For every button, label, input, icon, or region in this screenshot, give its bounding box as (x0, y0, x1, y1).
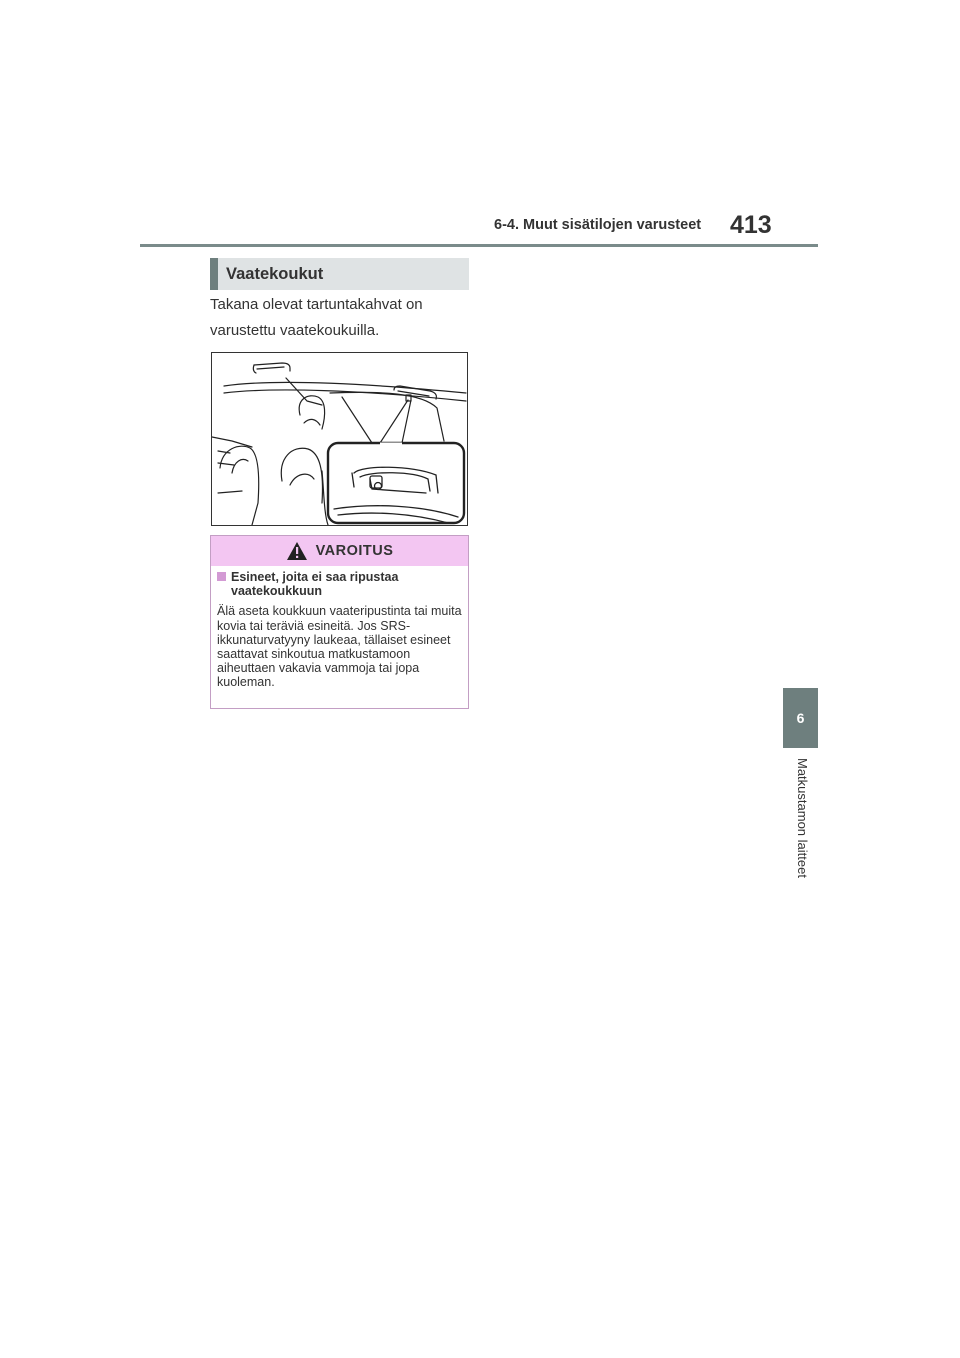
warning-title: VAROITUS (315, 543, 394, 559)
warning-text: Älä aseta koukkuun vaateripustinta tai muita kovia tai teräviä esineitä. Jos SRS-ikkunaturvatyyny laukeaa, tällaiset esineet saattavat sinkoutua matkustamoon aiheuttaen vakavia vammoja tai jopa kuoleman. (217, 604, 462, 690)
section-body-text: Takana olevat tartuntakahvat on varustettu vaatekoukuilla. (210, 296, 423, 339)
section-heading-text: Vaatekoukut (226, 264, 324, 283)
header-divider (140, 244, 818, 247)
section-heading (210, 258, 469, 290)
square-bullet-icon (217, 572, 226, 581)
chapter-number: 6 (796, 710, 805, 726)
rear-assist-grip-hook-illustration (212, 353, 467, 525)
illustration-clothes-hook (211, 352, 468, 526)
chapter-label: Matkustamon laitteet (795, 758, 810, 878)
warning-box (210, 535, 469, 709)
warning-body (211, 566, 468, 690)
warning-triangle-icon (286, 541, 308, 561)
header-section-title: 6-4. Muut sisätilojen varusteet (494, 217, 702, 233)
warning-subheading (217, 570, 463, 598)
warning-subheading-text: Esineet, joita ei saa ripustaa vaatekoukkuun (231, 570, 399, 599)
chapter-tab[interactable] (783, 688, 818, 748)
warning-header (211, 536, 468, 566)
page-number: 413 (730, 211, 772, 239)
